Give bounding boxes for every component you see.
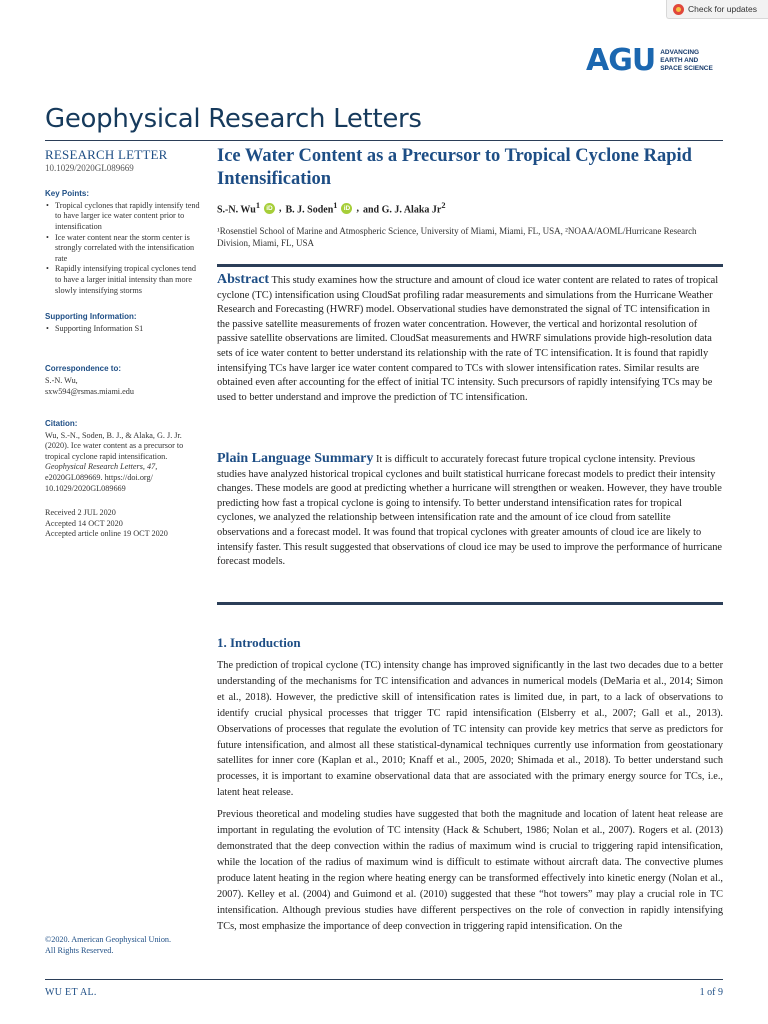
agu-tagline-line: ADVANCING [660,49,700,56]
pls-label: Plain Language Summary [217,451,374,466]
pls-text: It is difficult to accurately forecast future tropical cyclone intensity. Previous studies have analyzed historical tropical cyclones and built statistical hurricane forecast models to predict their intensity changes. These models are good at predicting whether a hurricane will strengthen or weaken. However, they have trouble predicting how fast a tropical cyclone is going to intensify. To better understand intensification rates for tropical cyclones, we analyzed the relationship between intensification rate and the amount of ice cloud from satellite observations and a forecast model. It was found that tropical cyclones with greater amounts of cloud ice are likely to intensify faster. This result suggested that observations of cloud ice may be used to improve the performance of hurricane forecast models. [217,454,723,568]
supporting-info-heading: Supporting Information: [45,312,137,322]
agu-tagline [660,49,713,73]
copyright-line: ©2020. American Geophysical Union. [45,935,172,944]
supporting-info-item[interactable]: • Supporting Information S1 [45,324,200,335]
key-points-heading: Key Points: [45,189,90,199]
plain-language-summary [217,452,723,570]
key-point: • Tropical cyclones that rapidly intensify tend to have larger ice water content prior to intensification [45,201,200,233]
agu-logo [586,43,713,78]
citation-authors-title: Wu, S.-N., Soden, B. J., & Alaka, G. J. Jr. (2020). Ice water content as a precursor to tropical cyclone rapid intensification. [45,430,184,461]
body-paragraph: Previous theoretical and modeling studies have suggested that both the magnitude and location of latent heat release are important in regulating the evolution of TC intensity (Hack & Schubert, 1986; Nolan et al., 2007). Rogers et al. (2013) demonstrated that the deep convection within the radius of maximum wind is crucial to triggering rapid intensification, while the location of the radius of maximum wind is difficult to estimate without aircraft data. The convective plumes produce latent heating in the region where heating energy can be transformed effectively into kinetic energy (Nolan et al., 2007). Kelley et al. (2004) and Guimond et al. (2010) suggested that these “hot towers” may play a crucial role in TC intensification. Although previous studies have different perspectives on the role of convection in rapidly intensifying TCs, most emphasize the importance of deep convection in triggering rapid intensification. On the [217,809,723,932]
abstract-text: This study examines how the structure and amount of cloud ice water content are related to rates of tropical cyclone (TC) intensification using CloudSat profiling radar measurements and simulations from the Hurricane Weather Research and Forecasting (HWRF) model. Observational studies have demonstrated the signal of TC intensification in the passive satellite measurements of frozen water concentration. However, the vertical and horizontal resolution of passive satellite observations are limited. CloudSat measurements and HWRF simulations provide high-resolution data sets of ice water content to better understand its relationship with the rate of TC intensification. It is found that rapidly intensifying TCs have larger ice water content compared to TCs with slower intensification rates. Similar results are obtained even after accounting for the effect of initial TC intensity. Such precursors of rapidly intensifying TCs may be used to better understand and improve the prediction of TC intensification. [217,275,719,403]
author-affil-mark: 1 [255,201,260,210]
article-header [217,145,723,249]
orcid-icon[interactable]: iD [341,203,352,214]
check-updates-label: Check for updates [688,4,757,14]
author[interactable] [363,201,446,215]
key-point: • Rapidly intensifying tropical cyclones tend to have a larger initial intensity than more slowly intensifying storms [45,264,200,296]
article-type: RESEARCH LETTER [45,147,168,162]
author-list [217,201,723,215]
introduction-body [217,658,723,934]
correspondence-heading: Correspondence to: [45,364,122,374]
header-divider [45,140,723,141]
crossmark-icon [673,4,684,15]
correspondence-email[interactable]: sxw594@rsmas.miami.edu [45,386,134,396]
footer-running-head: WU ET AL. [45,987,97,998]
copyright-notice [45,935,171,956]
citation-journal: Geophysical Research Letters, 47, [45,462,158,472]
journal-title: Geophysical Research Letters [45,104,422,134]
citation-heading: Citation: [45,419,78,429]
check-for-updates-button[interactable] [666,0,768,19]
history-accepted-online: Accepted article online 19 OCT 2020 [45,529,168,539]
citation-text [45,431,200,495]
copyright-line: All Rights Reserved. [45,945,114,955]
author-name: and G. J. Alaka Jr [362,204,442,216]
section-heading-introduction: 1. Introduction [217,635,301,650]
history-accepted: Accepted 14 OCT 2020 [45,518,123,528]
abstract-divider-bottom [217,602,723,605]
author-separator: , [356,202,359,214]
citation-doi[interactable]: e2020GL089669. https://doi.org/ 10.1029/2020GL089669 [45,473,153,493]
doi-link[interactable]: 10.1029/2020GL089669 [45,162,134,173]
abstract-section [217,273,723,405]
author-affil-mark: 1 [333,201,338,210]
key-points-list [45,201,200,296]
abstract-divider-top [217,264,723,267]
history-received: Received 2 JUL 2020 [45,508,116,518]
sidebar [45,147,200,540]
author-name: S.-N. Wu [217,204,256,216]
agu-tagline-line: EARTH AND [660,57,699,64]
page-number: 1 of 9 [699,987,723,998]
author[interactable] [286,201,338,215]
footer-divider [45,979,723,980]
author-name: B. J. Soden [285,204,334,216]
correspondence-name: S.-N. Wu, [45,375,78,385]
key-point: • Ice water content near the storm center is strongly correlated with the intensification rate [45,233,200,265]
abstract-label: Abstract [217,272,270,287]
agu-logo-mark: AGU [586,43,656,78]
article-title: Ice Water Content as a Precursor to Tropical Cyclone Rapid Intensification [217,146,692,189]
body-paragraph: The prediction of tropical cyclone (TC) intensity change has improved significantly in the last two decades due to a better understanding of the mechanisms for TC intensification and advances in numerical models (DeMaria et al., 2014; Simon et al., 2018). However, the predictive skill of intensification rates is limited due, in part, to a lack of observations to identify crucial physical processes that trigger TC rapid intensification (Elsberry et al., 2007; Gall et al., 2013). Observations of processes that regulate the evolution of TC intensity can provide key metrics that serve as predictors for future intensification, and almost all these statistical-dynamical techniques currently use information from geostationary satellites for inner core (Kaplan et al., 2010; Knaff et al., 2005, 2020; Shimada et al., 2018). To better understand such processes, it is important to examine observational data that are associated with the primary energy source for TCs, i.e., latent heat release. [217,660,723,799]
supporting-info-list [45,324,200,335]
affiliations: ¹Rosenstiel School of Marine and Atmospheric Science, University of Miami, Miami, FL, USA, ²NOAA/AOML/Hurricane Research Division, Miami, FL, USA [217,226,697,249]
orcid-icon[interactable]: iD [264,203,275,214]
author-separator: , [279,202,282,214]
author-affil-mark: 2 [441,201,446,210]
author[interactable] [217,201,260,215]
agu-tagline-line: SPACE SCIENCE [660,65,713,72]
